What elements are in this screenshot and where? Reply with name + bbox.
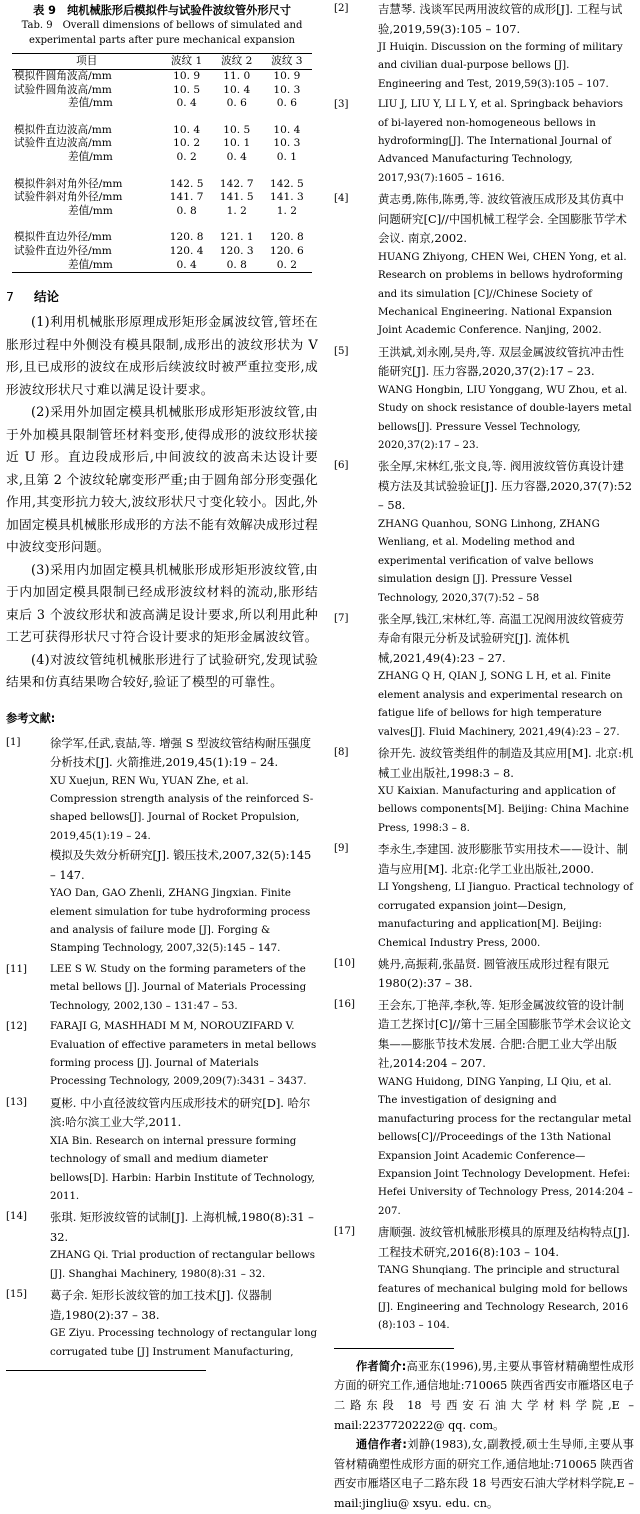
author-bio	[334, 1357, 634, 1435]
table-cell: 120. 6	[270, 244, 304, 257]
reference-text-en: TANG Shunqiang. The principle and structural features of mechanical bulging mold for bellows [J]. Engineering and Technology Research, 2016 (8):103 – 104.	[378, 1265, 629, 1332]
conclusion-paragraph: (3)采用内加固定模具机械胀形成形矩形波纹管,由于内加固定模具限制已经成形波纹材料的流动,胀形结束后 3 个波纹形状和波高满足设计要求,所以利用此种工艺可获得形状尺寸符合设计要求的矩形金属波纹管。	[6, 561, 318, 645]
table-row-label: 差值/mm	[68, 204, 113, 217]
reference-number: [12]	[6, 1021, 27, 1033]
reference-text-en: XU Kaixian. Manufacturing and application of bellows components[M]. Beijing: China Machine Press, 1998:3 – 8.	[378, 786, 629, 834]
table-cell: 1. 2	[226, 204, 247, 217]
reference-item	[334, 610, 634, 742]
table-cell: 10. 4	[273, 123, 301, 136]
reference-text-en: XU Xuejun, REN Wu, YUAN Zhe, et al. Compression strength analysis of the reinforced S-shaped bellows[J]. Journal of Rocket Propulsion, 2019,45(1):19 – 24.	[50, 775, 314, 842]
table-cell: 141. 5	[219, 191, 254, 204]
reference-item	[334, 343, 634, 456]
table-row	[12, 205, 312, 219]
table-header-cell: 项目	[12, 54, 162, 70]
reference-item	[334, 457, 634, 608]
reference-text-en: YAO Dan, GAO Zhenli, ZHANG Jingxian. Finite element simulation for tube hydroforming process and analysis of failure mode [J]. Forging & Stamping Technology, 2007,32(5):145 – 147.	[50, 888, 311, 955]
reference-number: [10]	[334, 957, 355, 969]
reference-item	[334, 840, 634, 953]
table-row-label: 差值/mm	[68, 150, 113, 163]
table-cell: 0. 4	[226, 150, 247, 163]
reference-number: [5]	[334, 345, 349, 357]
table-row	[12, 245, 312, 259]
reference-item	[6, 961, 318, 1016]
reference-number: [6]	[334, 460, 349, 472]
table-row-label: 试验件直边外径/mm	[14, 244, 112, 257]
table-row-label: 试验件圆角波高/mm	[14, 83, 112, 96]
left-column	[6, 0, 318, 1371]
reference-text-zh: 葛子余. 矩形长波纹管的加工技术[J]. 仪器制造,1980(2):37 – 38.	[50, 1288, 272, 1322]
corresponding-author-label: 通信作者:	[356, 1438, 407, 1452]
conclusion-paragraph: (2)采用外加固定模具机械胀形成形矩形波纹管,由于外加模具限制管坯材料变形,使得成形的波纹形状接近 U 形。直边段成形后,中间波纹的波高未达设计要求,且第 2 个波纹轮廓变形严重;由于圆角部分形变强化作用,其变形抗力较大,波纹形状尺寸变化较小。因此,外加固定模具机械胀形成形的方法不能有效解决成形过程中波纹变形问题。	[6, 404, 318, 555]
table-cell: 120. 3	[219, 244, 254, 257]
table-row	[12, 70, 312, 84]
table-cell: 10. 1	[223, 137, 251, 150]
reference-item	[6, 1208, 318, 1284]
table-cell: 10. 5	[223, 123, 251, 136]
table-body	[12, 70, 312, 273]
reference-text-zh: 张全厚,钱江,宋林红,等. 高温工况阀用波纹管疲劳寿命有限元分析及试验研究[J]. 流体机械,2021,49(4):23 – 27.	[378, 611, 624, 665]
reference-number: [3]	[334, 99, 349, 111]
reference-item	[6, 734, 318, 847]
reference-number: [17]	[334, 1226, 355, 1238]
table-row-label: 差值/mm	[68, 97, 113, 110]
table-row	[12, 151, 312, 165]
table-cell: 0. 2	[262, 259, 312, 273]
reference-item	[6, 846, 318, 959]
section-title: 结论	[34, 289, 60, 305]
reference-text-zh: 徐开先. 波纹管类组件的制造及其应用[M]. 北京:机械工业出版社,1998:3 – 8.	[378, 746, 634, 780]
table-cell: 0. 6	[276, 97, 298, 110]
table-row-label: 试验件斜对角外径/mm	[14, 191, 123, 204]
table-cell: 142. 5	[169, 177, 204, 190]
table-header-row	[12, 54, 312, 70]
table-cell: 10. 5	[173, 83, 201, 96]
reference-text-en: ZHANG Qi. Trial production of rectangular bellows [J]. Shanghai Machinery, 1980(8):31 – 32.	[50, 1250, 315, 1280]
table-row	[12, 218, 312, 245]
table-cell: 10. 3	[273, 83, 301, 96]
table-cell: 10. 4	[223, 83, 251, 96]
reference-item	[6, 1094, 318, 1207]
table-row-label: 试验件直边波高/mm	[14, 137, 112, 150]
table-cell: 10. 3	[273, 137, 301, 150]
reference-text-en: ZHANG Quanhou, SONG Linhong, ZHANG Wenliang, et al. Modeling method and experimental verification of valve bellows simulation design [J]. Pressure Vessel Technology, 2020,37(7):52 – 58	[378, 518, 600, 604]
table-cell: 120. 4	[169, 244, 204, 257]
table-row-label: 模拟件圆角波高/mm	[14, 70, 112, 82]
table-cell: 141. 3	[270, 191, 304, 204]
reference-number: [15]	[6, 1289, 27, 1301]
references-heading: 参考文献:	[6, 711, 56, 725]
reference-text-zh: 夏彬. 中小直径波纹管内压成形技术的研究[D]. 哈尔滨:哈尔滨工业大学,2011.	[50, 1095, 311, 1130]
table-row-label: 模拟件直边波高/mm	[14, 123, 112, 136]
table-row-label: 模拟件直边外径/mm	[14, 231, 112, 244]
table-cell: 0. 4	[176, 97, 197, 110]
reference-text-en: JI Huiqin. Discussion on the forming of military and civilian dual-purpose bellows [J]. Engineering and Test, 2019,59(3):105 – 107.	[378, 42, 623, 90]
reference-text-zh: 王会东,丁艳萍,李秋,等. 矩形金属波纹管的设计制造工艺探讨[C]//第十三届全国膨胀节学术会议论文集——膨胀节技术发展. 合肥:合肥工业大学出版社,2014:204 – 207.	[378, 997, 632, 1071]
reference-text-zh: 张全厚,宋林红,张文良,等. 阀用波纹管仿真设计建模方法及其试验验证[J]. 压力容器,2020,37(7):52 – 58.	[378, 459, 632, 513]
table-cell: 0. 8	[176, 204, 197, 217]
table-cell: 120. 8	[270, 231, 304, 244]
references-left	[6, 734, 318, 1362]
references-right	[334, 0, 634, 1336]
author-bio-label: 作者简介:	[356, 1359, 407, 1373]
reference-item	[334, 974, 634, 994]
reference-text-zh: 徐学军,任武,袁喆,等. 增强 S 型波纹管结构耐压强度分析技术[J]. 火箭推进,2019,45(1):19 – 24.	[50, 735, 311, 770]
table-cell: 11. 0	[223, 70, 251, 82]
table-row-label: 模拟件斜对角外径/mm	[14, 177, 123, 190]
reference-text-zh: 王洪斌,刘永刚,吴舟,等. 双层金属波纹管抗冲击性能研究[J]. 压力容器,2020,37(2):17 – 23.	[378, 344, 624, 379]
author-bio-text: 高亚东(1996),男,主要从事管材精确塑性成形方面的研究工作,通信地址:710065 陕西省西安市雁塔区电子二路东段 18 号西安石油大学材料学院,E – mail:2237720222@ qq. com。	[334, 1359, 634, 1432]
reference-item	[334, 996, 634, 1221]
table-row	[12, 137, 312, 151]
table-cell: 10. 2	[173, 137, 201, 150]
table-cell: 0. 2	[176, 150, 197, 163]
table-row-label: 差值/mm	[12, 259, 162, 273]
table-row	[12, 84, 312, 98]
table-cell: 10. 9	[273, 70, 301, 82]
table-cell: 0. 6	[226, 97, 247, 110]
reference-item	[6, 1018, 318, 1092]
reference-text-en: LI Yongsheng, LI Jianguo. Practical technology of corrugated expansion joint—Design, manufacturing and application[M]. Beijing: Chemical Industry Press, 2000.	[378, 882, 634, 949]
table-row	[12, 111, 312, 138]
reference-number: [16]	[334, 998, 355, 1010]
table-row	[12, 259, 312, 273]
table-cell: 121. 1	[219, 231, 254, 244]
conclusion-paragraph: (1)利用机械胀形原理成形矩形金属波纹管,管坯在胀形过程中外侧没有模具限制,成形出的波纹形状为 V 形,且已成形的波纹在成形后续波纹时被严重拉变形,成形波纹形状尺寸难以满足设计要求。	[6, 314, 318, 397]
table-caption-zh: 表 9 纯机械胀形后模拟件与试验件波纹管外形尺寸	[33, 4, 291, 17]
reference-item	[334, 0, 634, 94]
table-header-cell: 波纹 1	[162, 54, 212, 70]
reference-text-en: HUANG Zhiyong, CHEN Wei, CHEN Yong, et al. Research on problems in bellows hydroforming and its simulation [C]//Chinese Society of Mechanical Engineering. National Expansion Joint Academic Conference. Nanjing, 2002.	[378, 251, 627, 337]
reference-text-en: XIA Bin. Research on internal pressure forming technology of small and medium diameter bellows[D]. Harbin: Harbin Institute of Technology, 2011.	[50, 1135, 315, 1202]
reference-text-zh: 李永生,李建国. 波形膨胀节实用技术——设计、制造与应用[M]. 北京:化学工业出版社,2000.	[378, 842, 629, 876]
reference-text-en: GE Ziyu. Processing technology of rectangular long corrugated tube [J] Instrument Manufacturing,	[50, 1328, 318, 1358]
table-header-cell: 波纹 2	[212, 54, 262, 70]
column-rule	[6, 1370, 206, 1371]
conclusion-paragraph: (4)对波纹管纯机械胀形进行了试验研究,发现试验结果和仿真结果吻合较好,验证了模型的可靠性。	[6, 651, 318, 690]
table-header-cell: 波纹 3	[262, 54, 312, 70]
reference-text-en: LEE S W. Study on the forming parameters of the metal bellows [J]. Journal of Materials Processing Technology, 2002,130 – 131:47 – 53.	[50, 963, 307, 1012]
reference-number: [13]	[6, 1096, 27, 1108]
table-row	[12, 191, 312, 205]
reference-text-zh: 吉慧琴. 浅谈军民两用波纹管的成形[J]. 工程与试验,2019,59(3):105 – 107.	[378, 2, 623, 36]
table-row	[12, 97, 312, 111]
reference-text-zh: 唐顺强. 波纹管机械胀形模具的原理及结构特点[J]. 工程技术研究,2016(8):103 – 104.	[378, 1225, 631, 1259]
table-cell: 120. 8	[169, 231, 204, 244]
section-heading	[6, 287, 318, 305]
reference-number: [14]	[6, 1211, 27, 1223]
table-caption-en: Tab. 9 Overall dimensions of bellows of simulated and experimental parts after pure mechanical expansion	[21, 20, 303, 46]
reference-item	[334, 1223, 634, 1336]
reference-text-en: FARAJI G, MASHHADI M M, NOROUZIFARD V. Evaluation of effective parameters in metal bellows forming process [J]. Journal of Materials Processing Technology, 2009,209(7):3431 – 3437.	[50, 1021, 317, 1088]
reference-number: [7]	[334, 612, 349, 624]
reference-text-zh: 张琪. 矩形波纹管的试制[J]. 上海机械,1980(8):31 – 32.	[50, 1210, 314, 1244]
table-cell: 142. 7	[219, 177, 254, 190]
reference-item	[334, 96, 634, 188]
reference-text-en: WANG Huidong, DING Yanping, LI Qiu, et al. The investigation of designing and manufacturing process for the rectangular metal bellows[C]//Proceedings of the 13th National Expansion Joint Academic Conference—Expansion Joint Technology Development. Hefei: Hefei University of Technology Press, 2014:204 – 207.	[378, 1076, 633, 1217]
reference-number: [8]	[334, 747, 349, 759]
table-cell: 1. 2	[276, 204, 298, 217]
reference-number: [9]	[334, 843, 349, 855]
reference-text-zh: 模拟及失效分析研究[J]. 锻压技术,2007,32(5):145 – 147.	[50, 848, 312, 882]
reference-item	[6, 1286, 318, 1362]
section-number: 7	[6, 289, 14, 305]
table-cell: 0. 4	[162, 259, 212, 273]
table-cell: 10. 9	[173, 70, 201, 82]
right-column	[334, 0, 634, 1514]
reference-text-zh: 姚丹,高振莉,张晶贤. 圆管液压成形过程有限元	[378, 956, 609, 971]
table-cell: 142. 5	[270, 177, 304, 190]
table-cell: 0. 1	[276, 150, 298, 163]
table-row	[12, 165, 312, 192]
table-cell: 0. 8	[212, 259, 262, 273]
reference-number: [4]	[334, 193, 349, 205]
reference-text-en: WANG Hongbin, LIU Yonggang, WU Zhou, et al. Study on shock resistance of double-layers metal bellows[J]. Pressure Vessel Technology, 2020,37(2):17 – 23.	[378, 384, 632, 451]
reference-number: [1]	[6, 736, 21, 748]
footnote-rule	[334, 1348, 454, 1349]
reference-text-zh: 黄志勇,陈伟,陈勇,等. 波纹管液压成形及其仿真中问题研究[C]//中国机械工程学会. 全国膨胀节学术会议. 南京,2002.	[378, 192, 627, 246]
reference-text-en: LIU J, LIU Y, LI L Y, et al. Springback behaviors of bi-layered non-homogeneous bellows in hydroforming[J]. The International Journal of Advanced Manufacturing Technology, 2017,93(7):1605 – 1616.	[378, 99, 624, 184]
table-cell: 10. 4	[173, 123, 201, 136]
reference-text-en: ZHANG Q H, QIAN J, SONG L H, et al. Finite element analysis and experimental research on fatigue life of bellows for high temperature valves[J]. Fluid Machinery, 2021,49(4):23 – 27.	[378, 671, 623, 738]
reference-item	[334, 744, 634, 838]
corresponding-author-text: 刘静(1983),女,副教授,硕士生导师,主要从事管材精确塑性成形方面的研究工作,通信地址:710065 陕西省西安市雁塔区电子二路东段 18 号西安石油大学材料学院,E – mail:jingliu@ xsyu. edu. cn。	[334, 1438, 634, 1510]
table-cell: 141. 7	[169, 191, 204, 204]
corresponding-author	[334, 1435, 634, 1513]
reference-item	[334, 190, 634, 341]
reference-number: [2]	[334, 3, 349, 14]
reference-number: [11]	[6, 963, 27, 975]
dimension-table	[12, 53, 312, 273]
reference-item	[334, 955, 634, 975]
reference-text-zh: 1980(2):37 – 38.	[378, 976, 473, 991]
